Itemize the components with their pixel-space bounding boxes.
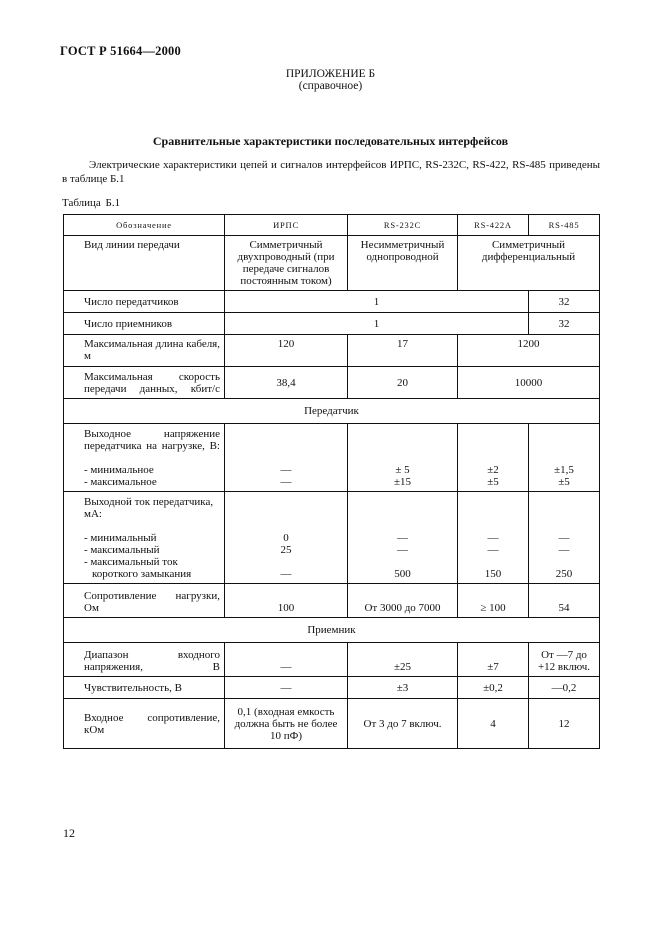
output-current-label: Выходной ток передатчика, мА: (84, 496, 214, 520)
cell-irps: Симметричный двухпроводный (при передаче сигналов постоянным током) (225, 236, 348, 291)
cell-irps (225, 424, 348, 492)
cell-rs232: От 3 до 7 включ. (348, 699, 458, 749)
table-row-input-resistance (64, 699, 600, 749)
cell-rs422: ≥ 100 (458, 584, 529, 618)
short-circuit-label: - максимальный ток (84, 556, 178, 568)
value-max: ±15 (393, 476, 412, 488)
cell-rs232: Несимметричный однопроводной (348, 236, 458, 291)
cell-irps: 0,1 (входная емкость должна быть не более 10 пФ) (225, 699, 348, 749)
row-label: Число приемников (64, 313, 225, 335)
cell-rs485: —0,2 (529, 677, 600, 699)
cell-irps: 100 (225, 584, 348, 618)
cell-rs422 (458, 424, 529, 492)
cell-irps: 120 (225, 335, 348, 367)
section-label-receiver: Приемник (64, 618, 600, 643)
short-circuit-label-cont: короткого замыкания (92, 568, 192, 580)
value-min: — (280, 464, 292, 476)
section-title: Сравнительные характеристики последовательных интерфейсов (152, 134, 509, 148)
cell-rs232 (348, 492, 458, 584)
intro-paragraph: Электрические характеристики цепей и сигналов интерфейсов ИРПС, RS-232C, RS-422, RS-485 приведены в таблице Б.1 (62, 159, 600, 185)
header-designation: Обозначение (64, 215, 225, 236)
comparison-table (63, 214, 600, 749)
value-max: — (487, 544, 499, 556)
header-rs422a: RS-422A (458, 215, 529, 236)
value-min: ± 5 (395, 464, 410, 476)
table-caption-label: Таблица (62, 197, 101, 209)
table-caption-number: Б.1 (105, 197, 121, 209)
table-row-load-resistance (64, 584, 600, 618)
table-row-transmitters (64, 291, 600, 313)
cell-rs485: 32 (529, 291, 600, 313)
page-number: 12 (63, 826, 75, 840)
output-voltage-label: Выходное напряжение передатчика на нагрузке, В: (84, 428, 220, 452)
value-short-circuit: 150 (484, 568, 502, 580)
value-max: ±5 (487, 476, 499, 488)
cell-rs232: ±3 (348, 677, 458, 699)
appendix-heading (0, 68, 661, 92)
cell-rs422 (458, 492, 529, 584)
cell-irps: — (225, 643, 348, 677)
appendix-note: (справочное) (298, 80, 363, 92)
cell-rs485 (529, 424, 600, 492)
value-short-circuit: — (280, 568, 292, 580)
table-row-speed (64, 367, 600, 399)
cell-rs232: 17 (348, 335, 458, 367)
cell-rs485: 32 (529, 313, 600, 335)
section-row-receiver (64, 618, 600, 643)
cell-rs485 (529, 492, 600, 584)
value-min: — (558, 532, 570, 544)
table-row-sensitivity (64, 677, 600, 699)
cell-rs422: 4 (458, 699, 529, 749)
cell-rs485: От —7 до +12 включ. (529, 643, 600, 677)
appendix-title: ПРИЛОЖЕНИЕ Б (285, 68, 376, 80)
table-row-input-range (64, 643, 600, 677)
cell-irps (225, 492, 348, 584)
row-label (64, 424, 225, 492)
value-short-circuit: 250 (555, 568, 573, 580)
value-max: — (397, 544, 408, 556)
value-min: ±1,5 (554, 464, 574, 476)
row-label: Число передатчиков (64, 291, 225, 313)
row-label: Максимальная скорость передачи данных, кбит/с (64, 367, 225, 399)
table-header-row (64, 215, 600, 236)
table-caption (62, 197, 120, 209)
cell-rs485: 54 (529, 584, 600, 618)
value-short-circuit: 500 (394, 568, 411, 580)
table-row-cable-length (64, 335, 600, 367)
value-max: — (558, 544, 570, 556)
cell-rs422: ±7 (458, 643, 529, 677)
cell-irps: 38,4 (225, 367, 348, 399)
value-min: — (487, 532, 499, 544)
value-min: ±2 (487, 464, 499, 476)
cell-rs232: От 3000 до 7000 (348, 584, 458, 618)
min-label: - минимальный (84, 532, 157, 544)
cell-rs232 (348, 424, 458, 492)
section-row-transmitter (64, 399, 600, 424)
row-label (64, 492, 225, 584)
cell-rs422-rs485: 10000 (458, 367, 600, 399)
row-label: Вид линии передачи (64, 236, 225, 291)
cell-rs422: ±0,2 (458, 677, 529, 699)
header-rs232c: RS-232C (348, 215, 458, 236)
row-label: Чувствительность, В (64, 677, 225, 699)
value-min: — (397, 532, 408, 544)
header-irps: ИРПС (225, 215, 348, 236)
row-label: Сопротивление нагрузки, Ом (64, 584, 225, 618)
cell-rs422-rs485: Симметричный дифференциальный (458, 236, 600, 291)
cell-irps: — (225, 677, 348, 699)
document-header: ГОСТ Р 51664—2000 (60, 44, 181, 58)
value-max: 25 (280, 544, 292, 556)
table-row-receivers (64, 313, 600, 335)
header-rs485: RS-485 (529, 215, 600, 236)
row-label: Максимальная длина кабеля, м (64, 335, 225, 367)
cell-rs232: ±25 (348, 643, 458, 677)
max-label: - максимальное (84, 476, 157, 488)
row-label: Входное сопротивление, кОм (64, 699, 225, 749)
cell-rs232: 20 (348, 367, 458, 399)
table-row-output-voltage (64, 424, 600, 492)
row-label: Диапазон входного напряжения, В (64, 643, 225, 677)
section-label-transmitter: Передатчик (64, 399, 600, 424)
cell-rs422-rs485: 1200 (458, 335, 600, 367)
cell-rs485: 12 (529, 699, 600, 749)
value-max: ±5 (558, 476, 570, 488)
value-min: 0 (283, 532, 289, 544)
cell-common: 1 (225, 291, 529, 313)
table-row-output-current (64, 492, 600, 584)
table-row-line-type (64, 236, 600, 291)
cell-common: 1 (225, 313, 529, 335)
min-label: - минимальное (84, 464, 154, 476)
value-max: — (280, 476, 292, 488)
max-label: - максимальный (84, 544, 160, 556)
